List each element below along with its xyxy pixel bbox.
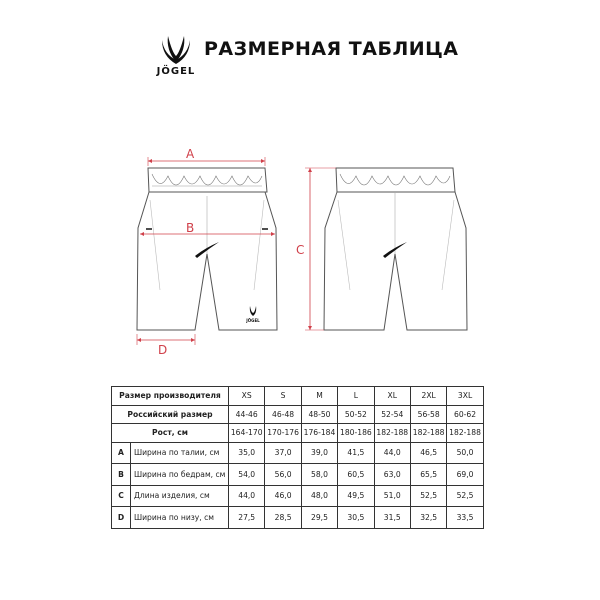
measurement-value: 63,0 (374, 464, 410, 486)
garment-logo-icon (250, 306, 256, 316)
measurement-value: 29,5 (301, 507, 337, 529)
size-l: L (338, 387, 374, 406)
measurement-value: 31,5 (374, 507, 410, 529)
table-row-header (112, 387, 484, 406)
measurement-value: 52,5 (410, 485, 446, 507)
russian-size: 48-50 (301, 405, 337, 424)
measurement-value: 69,0 (447, 464, 483, 486)
measurement-value: 49,5 (338, 485, 374, 507)
table-row-measurement (112, 507, 484, 529)
height-range: 182-188 (410, 424, 446, 443)
measurement-value: 60,5 (338, 464, 374, 486)
measurement-value: 37,0 (265, 442, 301, 464)
measurement-value: 33,5 (447, 507, 483, 529)
measurement-value: 56,0 (265, 464, 301, 486)
measurement-value: 48,0 (301, 485, 337, 507)
size-table (111, 386, 484, 529)
measurement-value: 41,5 (338, 442, 374, 464)
header-label: Размер производителя (112, 387, 229, 406)
height-range: 182-188 (374, 424, 410, 443)
measurement-value: 27,5 (229, 507, 265, 529)
size-xl: XL (374, 387, 410, 406)
measurement-letter: A (112, 442, 131, 464)
height-range: 164-170 (229, 424, 265, 443)
measurement-letter: C (112, 485, 131, 507)
measurement-value: 65,5 (410, 464, 446, 486)
page-title: РАЗМЕРНАЯ ТАБЛИЦА (204, 38, 459, 60)
dimension-c (305, 168, 336, 330)
shorts-back-view (324, 168, 467, 330)
measurement-value: 46,0 (265, 485, 301, 507)
measurement-value: 46,5 (410, 442, 446, 464)
height-range: 176-184 (301, 424, 337, 443)
table-row-measurement (112, 464, 484, 486)
measurement-value: 50,0 (447, 442, 483, 464)
measurement-value: 58,0 (301, 464, 337, 486)
size-m: M (301, 387, 337, 406)
russian-size: 56-58 (410, 405, 446, 424)
shorts-front-view (137, 168, 277, 330)
measurement-value: 52,5 (447, 485, 483, 507)
size-xs: XS (229, 387, 265, 406)
dimension-label-a: A (186, 147, 195, 161)
measurement-letter: B (112, 464, 131, 486)
table-row-russian (112, 405, 484, 424)
russian-size: 46-48 (265, 405, 301, 424)
brand-name: JÖGEL (156, 66, 196, 77)
table-row-measurement (112, 442, 484, 464)
russian-size: 52-54 (374, 405, 410, 424)
size-3xl: 3XL (447, 387, 483, 406)
height-label: Рост, см (112, 424, 229, 443)
table-row-measurement (112, 485, 484, 507)
height-range: 182-188 (447, 424, 483, 443)
measurement-name: Длина изделия, см (131, 485, 229, 507)
size-table-body (112, 387, 484, 529)
russian-size: 50-52 (338, 405, 374, 424)
table-row-height (112, 424, 484, 443)
measurement-name: Ширина по низу, см (131, 507, 229, 529)
garment-logo-text: JÖGEL (246, 318, 260, 323)
height-range: 180-186 (338, 424, 374, 443)
measurement-name: Ширина по бедрам, см (131, 464, 229, 486)
size-2xl: 2XL (410, 387, 446, 406)
russian-size: 60-62 (447, 405, 483, 424)
measurement-value: 44,0 (229, 485, 265, 507)
measurement-value: 30,5 (338, 507, 374, 529)
measurement-value: 51,0 (374, 485, 410, 507)
size-s: S (265, 387, 301, 406)
measurement-letter: D (112, 507, 131, 529)
measurement-value: 39,0 (301, 442, 337, 464)
dimension-label-c: C (296, 243, 305, 257)
measurement-value: 44,0 (374, 442, 410, 464)
dimension-b (140, 232, 275, 236)
dimension-label-d: D (158, 343, 168, 357)
measurement-value: 54,0 (229, 464, 265, 486)
dimension-a (148, 157, 265, 166)
russian-label: Российский размер (112, 405, 229, 424)
height-range: 170-176 (265, 424, 301, 443)
measurement-value: 35,0 (229, 442, 265, 464)
measurement-value: 28,5 (265, 507, 301, 529)
measurement-name: Ширина по талии, см (131, 442, 229, 464)
dimension-label-b: B (186, 221, 195, 235)
measurement-value: 32,5 (410, 507, 446, 529)
russian-size: 44-46 (229, 405, 265, 424)
